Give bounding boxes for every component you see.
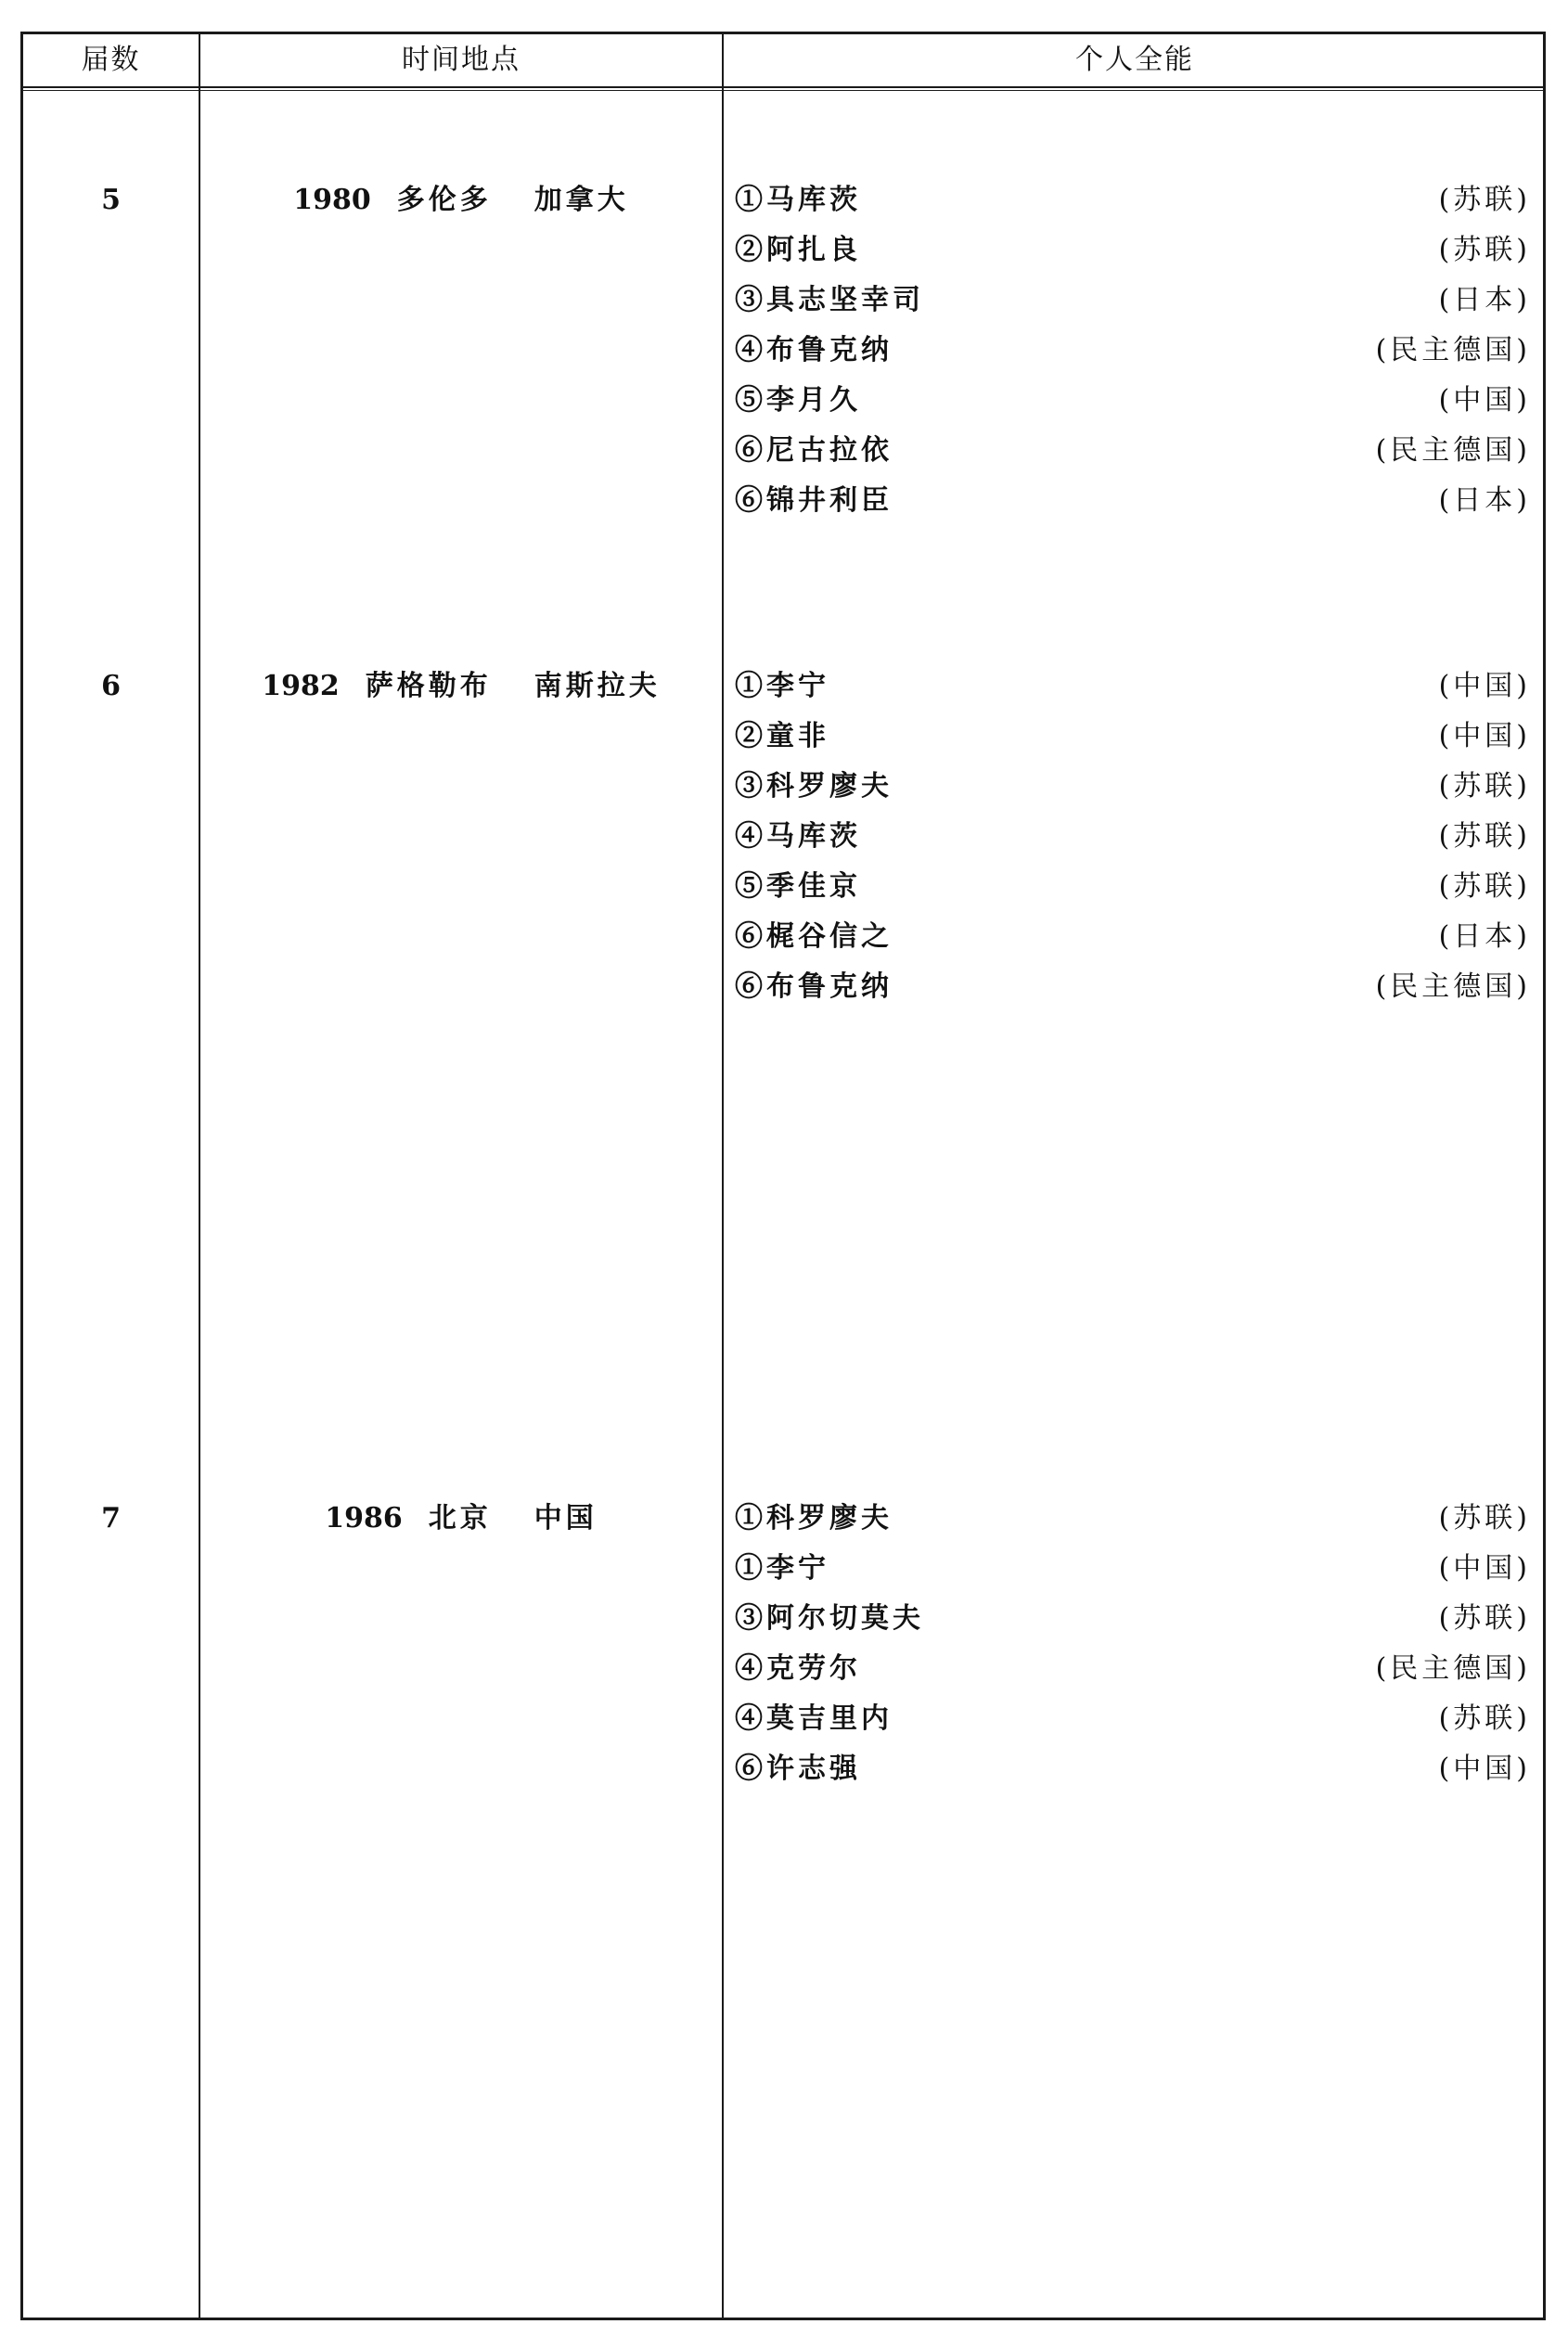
list-item bbox=[724, 225, 1531, 276]
athlete-country: (民主德国) bbox=[1375, 334, 1531, 366]
athlete-country: (苏联) bbox=[1438, 820, 1531, 853]
athlete-name: ①科罗廖夫 bbox=[735, 1502, 893, 1534]
athlete-country: (民主德国) bbox=[1375, 1652, 1531, 1685]
edition-number: 6 bbox=[101, 670, 121, 702]
athlete-name: ③具志坚幸司 bbox=[735, 284, 924, 316]
list-item bbox=[724, 1594, 1531, 1644]
athlete-name: ①李宁 bbox=[735, 1552, 829, 1585]
athlete-country: (日本) bbox=[1438, 284, 1531, 316]
athlete-name: ①马库茨 bbox=[735, 184, 861, 216]
edition-number: 5 bbox=[101, 184, 121, 216]
athlete-name: ⑥许志强 bbox=[735, 1753, 861, 1785]
list-item bbox=[724, 762, 1531, 812]
athlete-country: (中国) bbox=[1438, 670, 1531, 702]
results-list bbox=[724, 661, 1531, 1012]
athlete-name: ①李宁 bbox=[735, 670, 829, 702]
header-edition: 届数 bbox=[81, 44, 141, 76]
athlete-name: ②童非 bbox=[735, 720, 829, 752]
athlete-country: (中国) bbox=[1438, 384, 1531, 417]
list-item bbox=[724, 661, 1531, 712]
list-item bbox=[724, 426, 1531, 476]
list-item bbox=[724, 175, 1531, 225]
athlete-country: (苏联) bbox=[1438, 234, 1531, 266]
results-list bbox=[724, 175, 1531, 526]
time-place bbox=[200, 661, 722, 712]
list-item bbox=[724, 276, 1531, 326]
athlete-country: (中国) bbox=[1438, 720, 1531, 752]
header-divider bbox=[23, 86, 1543, 88]
list-item bbox=[724, 912, 1531, 962]
athlete-country: (苏联) bbox=[1438, 1702, 1531, 1735]
header-all-around: 个人全能 bbox=[1075, 44, 1194, 76]
city: 北京 bbox=[428, 1502, 492, 1534]
header-time-place: 时间地点 bbox=[402, 44, 521, 76]
year: 1986 bbox=[325, 1502, 403, 1534]
city: 萨格勒布 bbox=[365, 670, 492, 702]
athlete-country: (苏联) bbox=[1438, 770, 1531, 803]
list-item bbox=[724, 862, 1531, 912]
athlete-country: (日本) bbox=[1438, 484, 1531, 517]
edition-number: 7 bbox=[101, 1502, 121, 1534]
host-country: 加拿大 bbox=[533, 184, 629, 216]
column-divider bbox=[199, 34, 200, 2318]
athlete-name: ②阿扎良 bbox=[735, 234, 861, 266]
city: 多伦多 bbox=[396, 184, 492, 216]
athlete-country: (苏联) bbox=[1438, 1502, 1531, 1534]
athlete-country: (苏联) bbox=[1438, 870, 1531, 903]
athlete-name: ③科罗廖夫 bbox=[735, 770, 893, 803]
results-list bbox=[724, 1494, 1531, 1794]
list-item bbox=[724, 812, 1531, 862]
athlete-name: ④马库茨 bbox=[735, 820, 861, 853]
list-item bbox=[724, 1744, 1531, 1794]
list-item bbox=[724, 962, 1531, 1012]
list-item bbox=[724, 376, 1531, 426]
athlete-name: ④布鲁克纳 bbox=[735, 334, 893, 366]
athlete-name: ⑥布鲁克纳 bbox=[735, 970, 893, 1003]
athlete-country: (民主德国) bbox=[1375, 434, 1531, 467]
athlete-name: ④莫吉里内 bbox=[735, 1702, 893, 1735]
year: 1980 bbox=[293, 184, 371, 216]
time-place bbox=[200, 175, 722, 225]
athlete-name: ⑥尼古拉依 bbox=[735, 434, 893, 467]
athlete-name: ④克劳尔 bbox=[735, 1652, 861, 1685]
athlete-country: (苏联) bbox=[1438, 1602, 1531, 1635]
list-item bbox=[724, 326, 1531, 376]
list-item bbox=[724, 712, 1531, 762]
athlete-country: (民主德国) bbox=[1375, 970, 1531, 1003]
athlete-name: ⑥锦井利臣 bbox=[735, 484, 893, 517]
athlete-country: (中国) bbox=[1438, 1552, 1531, 1585]
list-item bbox=[724, 476, 1531, 526]
list-item bbox=[724, 1694, 1531, 1744]
athlete-country: (日本) bbox=[1438, 920, 1531, 953]
athlete-name: ⑤李月久 bbox=[735, 384, 861, 417]
host-country: 南斯拉夫 bbox=[533, 670, 661, 702]
list-item bbox=[724, 1544, 1531, 1594]
time-place bbox=[200, 1494, 722, 1544]
year: 1982 bbox=[262, 670, 340, 702]
athlete-name: ⑤季佳京 bbox=[735, 870, 861, 903]
header-divider bbox=[23, 90, 1543, 91]
list-item bbox=[724, 1494, 1531, 1544]
athlete-country: (苏联) bbox=[1438, 184, 1531, 216]
athlete-country: (中国) bbox=[1438, 1753, 1531, 1785]
host-country: 中国 bbox=[533, 1502, 598, 1534]
athlete-name: ⑥梶谷信之 bbox=[735, 920, 893, 953]
results-table bbox=[20, 32, 1546, 2320]
athlete-name: ③阿尔切莫夫 bbox=[735, 1602, 924, 1635]
list-item bbox=[724, 1644, 1531, 1694]
